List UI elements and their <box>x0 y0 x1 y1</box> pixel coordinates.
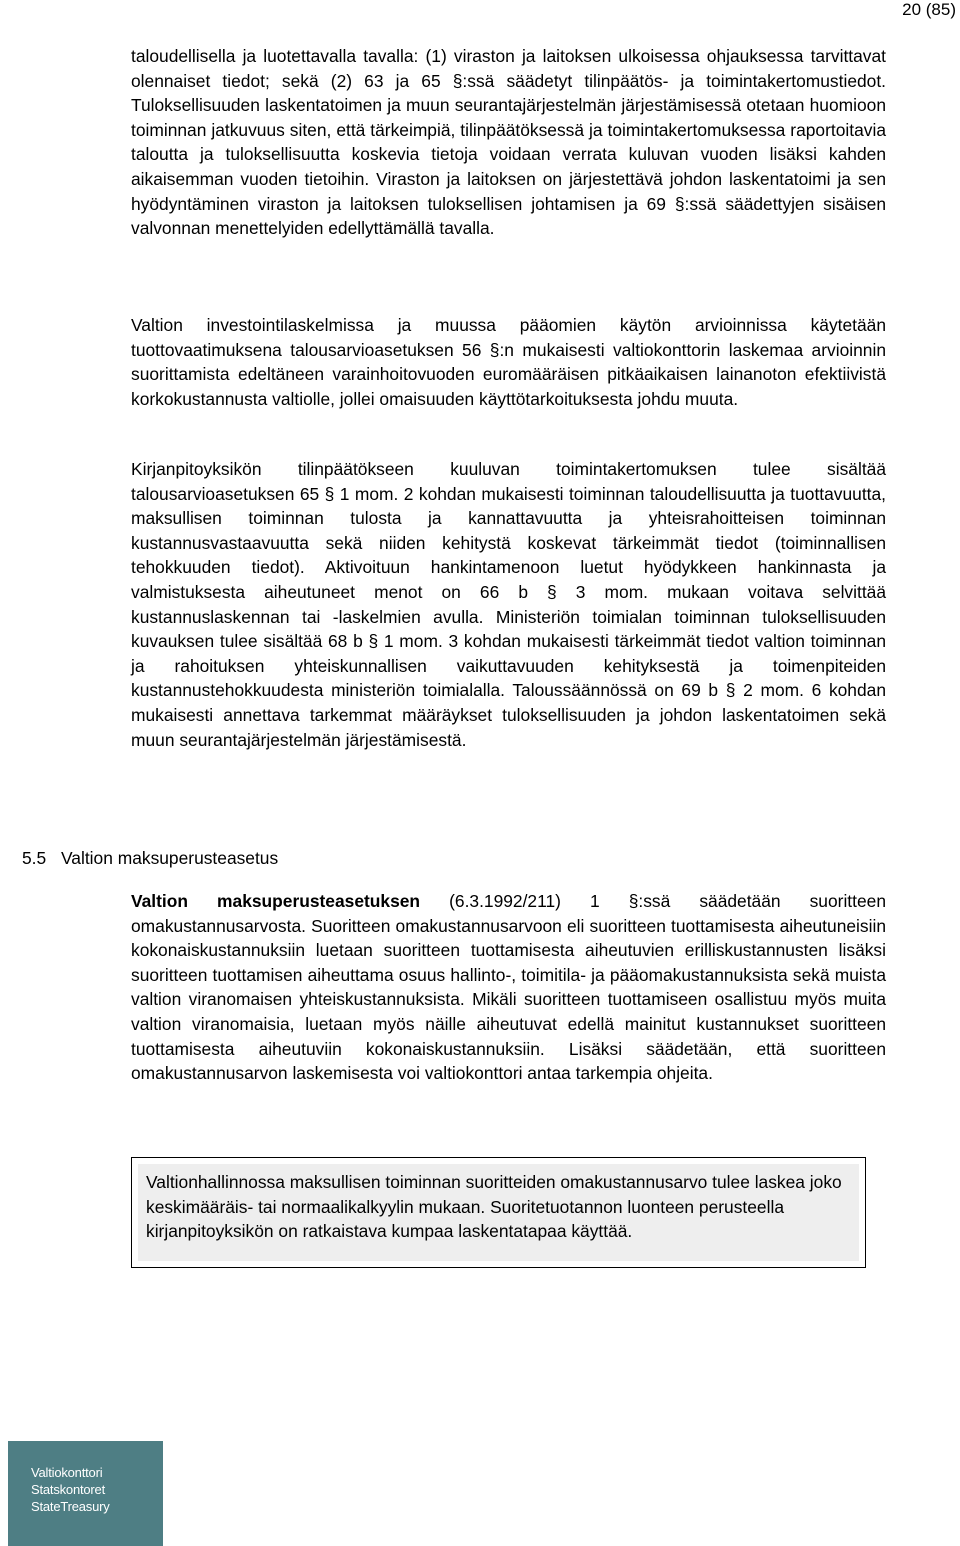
paragraph-accounting-requirements: taloudellisella ja luotettavalla tavalla: (1) viraston ja laitoksen ulkoisessa ohjauksessa tarvittavat olennaiset tiedot; sekä (2) 63 ja 65 §:ssä säädetyt tilinpäätös- ja toimintakertomustiedot. Tuloksellisuuden laskentatoimen ja muun seurantajärjestelmän järjestämisessä otetaan huomioon toiminnan jatkuvuus siten, että tärkeimpiä, tilinpäätöksessä ja toimintakertomuksessa raportoitavia taloutta ja tuloksellisuutta koskevia tietoja voidaan verrata kuluvan vuoden lisäksi kahden aikaisemman vuoden tietoihin. Viraston ja laitoksen on järjestettävä johdon laskentatoimi ja sen hyödyntäminen viraston ja laitoksen tuloksellisen johtamisen ja 69 §:ssä säädettyjen sisäisen valvonnan menettelyiden edellyttämällä tavalla. <box>131 46 886 239</box>
paragraph-fee-decree <box>131 889 886 1086</box>
section-title: Valtion maksuperusteasetus <box>61 848 279 868</box>
state-treasury-logo <box>8 1441 163 1546</box>
logo-wordmark <box>31 1464 110 1515</box>
logo-line-finnish: Valtiokonttori <box>31 1465 103 1480</box>
decree-name-bold: Valtion maksuperusteasetuksen <box>131 891 421 911</box>
logo-line-english: StateTreasury <box>31 1499 110 1514</box>
section-heading <box>22 846 278 871</box>
paragraph-activity-report: Kirjanpitoyksikön tilinpäätökseen kuuluvan toimintakertomuksen tulee sisältää talousarvioasetuksen 65 § 1 mom. 2 kohdan mukaisesti toiminnan taloudellisuutta ja tuottavuutta, maksullisen toiminnan tulosta ja kannattavuutta ja yhteisrahoitteisen toiminnan kustannusvastaavuutta sekä niiden kehitystä koskevat tärkeimmät tiedot (toiminnallisen tehokkuuden tiedot). Aktivoituun hankintamenoon luetut hyödykkeen hankinnasta ja valmistuksesta aiheutuneet menot on 66 b § 3 mom. mukaan voitava selvittää kustannuslaskennan tai -laskelmien avulla. Ministeriön toimialan toiminnan tuloksellisuuden kuvauksen tulee sisältää 68 b § 1 mom. 3 kohdan mukaisesti tärkeimmät tiedot valtion toiminnan ja rahoituksen yhteiskunnallisen vaikuttavuuden kehityksestä ja toimenpiteiden kustannustehokkuudesta ministeriön toimialalla. Taloussäännössä on 69 b § 2 mom. 6 kohdan mukaisesti annettava tarkemmat määräykset tuloksellisuuden ja johdon laskentatoimen sekä muun seurantajärjestelmän järjestämisestä. <box>131 459 886 750</box>
paragraph-investment-calculations: Valtion investointilaskelmissa ja muussa pääomien käytön arvioinnissa käytetään tuottovaatimuksena talousarvioasetuksen 56 §:n mukaisesti valtiokonttorin laskemaa arvioinnin suorittamista edeltäneen varainhoitovuoden euromääräisen pitkäaikaisen lainanoton efektiivistä korkokustannusta valtiolle, jollei omaisuuden käyttötarkoituksesta johdu muuta. <box>131 315 886 409</box>
decree-description: (6.3.1992/211) 1 §:ssä säädetään suoritteen omakustannusarvosta. Suoritteen omakustannusarvoon eli suoritteen tuottamisesta aiheutuneisiin kokonaiskustannuksiin luetaan suoritteen tuottamisesta aiheutuvien erilliskustannusten lisäksi suoritteen tuottamisen aiheuttama osuus hallinto-, toimitila- ja pääomakustannuksista sekä muista valtion viranomaisen yhteiskustannuksista. Mikäli suoritteen tuottamiseen osallistuu myös muita valtion viranomaisia, luetaan myös näille aiheutuvat edellä mainitut kustannukset suoritteen tuottamisesta aiheutuviin kokonaiskustannuksiin. Lisäksi säädetään, että suoritteen omakustannusarvon laskemisesta voi valtiokonttori antaa tarkempia ohjeita. <box>131 891 886 1084</box>
notice-box <box>131 1157 866 1268</box>
section-number: 5.5 <box>22 848 47 868</box>
page-number: 20 (85) <box>902 0 956 19</box>
notice-box-text: Valtionhallinnossa maksullisen toiminnan suoritteiden omakustannusarvo tulee laskea joko keskimääräis- tai normaalikalkyylin mukaan. Suoritetuotannon luonteen perusteella kirjanpitoyksikön on ratkaistava kumpaa laskentatapaa käyttää. <box>138 1164 859 1261</box>
logo-line-swedish: Statskontoret <box>31 1482 105 1497</box>
